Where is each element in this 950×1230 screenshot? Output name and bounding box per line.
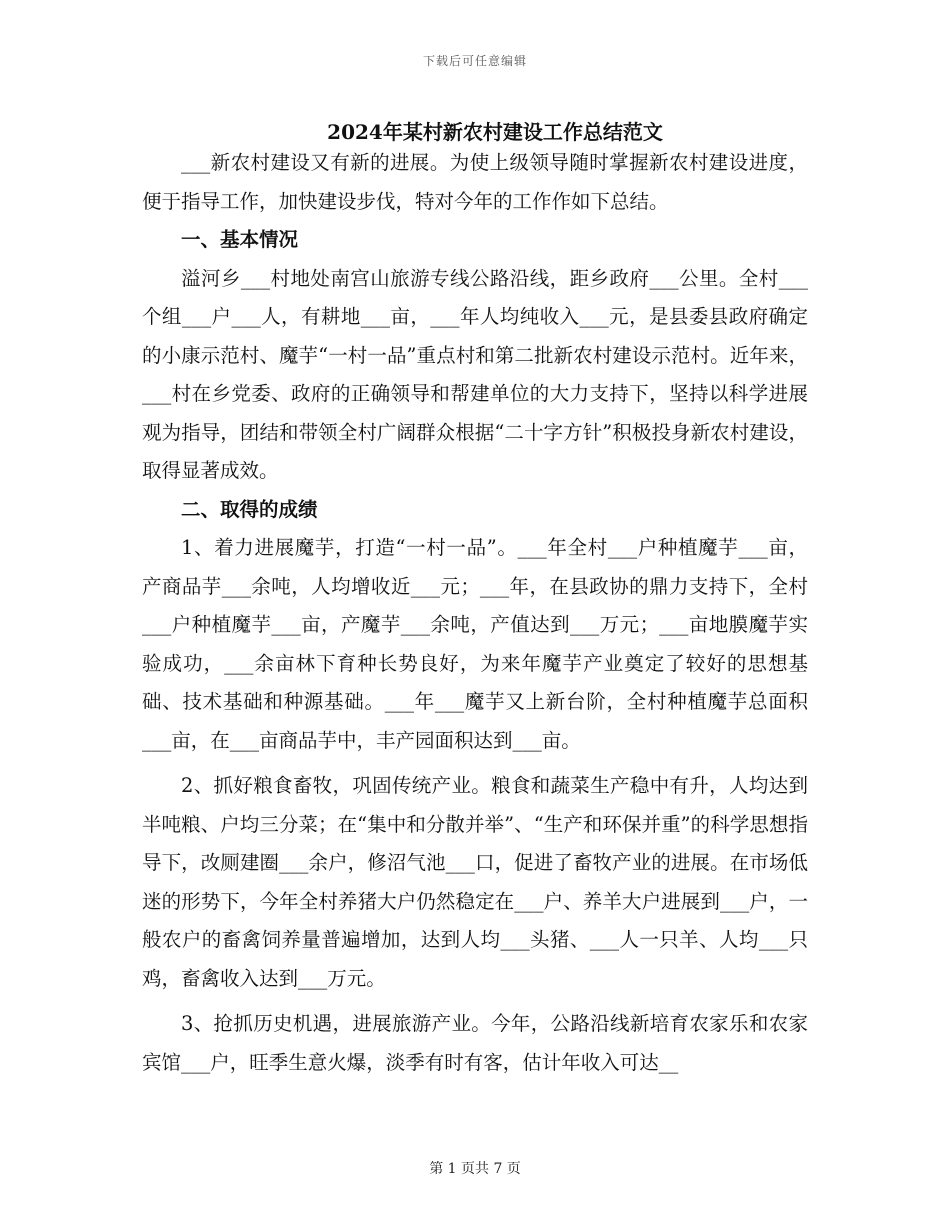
achievement-paragraph-1: 1、着力进展魔芋，打造“一村一品”。___年全村___户种植魔芋___亩，产商品芋___余吨，人均增收近___元；___年，在县政协的鼎力支持下，全村___户种植魔芋___亩，产魔芋___余吨，产值达到___万元；___亩地膜魔芋实验成功，___余亩林下育种长势良好，为来年魔芋产业奠定了较好的思想基础、技术基础和种源基础。___年___魔芋又上新台阶，全村种植魔芋总面积___亩，在___亩商品芋中，丰产园面积达到___亩。 bbox=[142, 536, 808, 752]
achievement-paragraph-3: 3、抢抓历史机遇，进展旅游产业。今年，公路沿线新培育农家乐和农家宾馆___户，旺季生意火爆，淡季有时有客，估计年收入可达__ bbox=[142, 1012, 808, 1074]
basic-situation-paragraph: 溢河乡___村地处南宫山旅游专线公路沿线，距乡政府___公里。全村___个组___户___人，有耕地___亩，___年人均纯收入___元，是县委县政府确定的小康示范村、魔芋“一村一品”重点村和第二批新农村建设示范村。近年来，___村在乡党委、政府的正确领导和帮建单位的大力支持下，坚持以科学进展观为指导，团结和带领全村广阔群众根据“二十字方针”积极投身新农村建设，取得显著成效。 bbox=[142, 266, 808, 482]
document-body bbox=[142, 144, 808, 1082]
intro-paragraph: ___新农村建设又有新的进展。为使上级领导随时掌握新农村建设进度，便于指导工作，加快建设步伐，特对今年的工作作如下总结。 bbox=[142, 151, 808, 213]
document-title: 2024年某村新农村建设工作总结范文 bbox=[327, 120, 663, 144]
section-heading-achievements: 二、取得的成绩 bbox=[181, 497, 318, 521]
section-heading-basic-situation: 一、基本情况 bbox=[181, 228, 299, 251]
achievement-paragraph-2: 2、抓好粮食畜牧，巩固传统产业。粮食和蔬菜生产稳中有升，人均达到半吨粮、户均三分菜；在“集中和分散并举”、“生产和环保并重”的科学思想指导下，改厕建圈___余户，修沼气池___口，促进了畜牧产业的进展。在市场低迷的形势下，今年全村养猪大户仍然稳定在___户、养羊大户进展到___户，一般农户的畜禽饲养量普遍增加，达到人均___头猪、___人一只羊、人均___只鸡，畜禽收入达到___万元。 bbox=[142, 774, 808, 990]
header-note: 下载后可任意编辑 bbox=[422, 54, 527, 68]
page-footer: 第 1 页共 7 页 bbox=[429, 1161, 521, 1177]
